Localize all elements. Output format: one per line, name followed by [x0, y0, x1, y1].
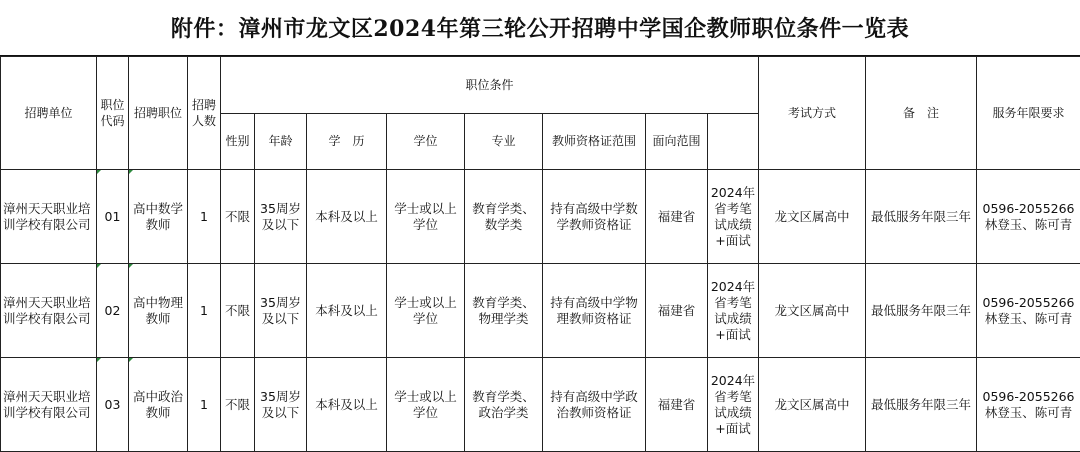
cell-major: 教育学类、数学类: [465, 170, 543, 264]
cell-exam: 2024年省考笔试成绩+面试: [708, 170, 759, 264]
header-age: 年龄: [255, 113, 307, 170]
cell-scope: 福建省: [646, 358, 708, 452]
cell-cert: 持有高级中学数学教师资格证: [543, 170, 646, 264]
cell-contact: [977, 358, 1080, 452]
contact-people: 林登玉、陈可青: [979, 405, 1078, 421]
cell-education: 本科及以上: [307, 264, 387, 358]
cell-age: 35周岁及以下: [255, 358, 307, 452]
cell-degree: 学士或以上学位: [387, 170, 465, 264]
header-gender: 性别: [221, 113, 255, 170]
header-cert: 教师资格证范围: [543, 113, 646, 170]
contact-phone: 0596-2055266: [979, 201, 1078, 217]
cell-position: 高中物理教师: [129, 264, 188, 358]
cell-remark: 龙文区属高中: [759, 358, 866, 452]
cell-contact: [977, 170, 1080, 264]
header-scope: 面向范围: [646, 113, 708, 170]
cell-code: 02: [97, 264, 129, 358]
cell-exam: 2024年省考笔试成绩+面试: [708, 264, 759, 358]
cell-remark: 龙文区属高中: [759, 264, 866, 358]
cell-service: 最低服务年限三年: [866, 264, 977, 358]
table-row: [1, 264, 1080, 358]
cell-education: 本科及以上: [307, 358, 387, 452]
cell-position: 高中数学教师: [129, 170, 188, 264]
cell-scope: 福建省: [646, 264, 708, 358]
cell-cert: 持有高级中学政治教师资格证: [543, 358, 646, 452]
cell-unit: 漳州天天职业培训学校有限公司: [1, 264, 97, 358]
header-unit: 招聘单位: [1, 57, 97, 170]
header-count: 招聘人数: [188, 57, 221, 170]
cell-degree: 学士或以上学位: [387, 264, 465, 358]
header-exam: 考试方式: [759, 57, 866, 170]
header-conditions: 职位条件: [221, 57, 759, 114]
cell-major: 教育学类、政治学类: [465, 358, 543, 452]
cell-unit: 漳州天天职业培训学校有限公司: [1, 358, 97, 452]
cell-unit: 漳州天天职业培训学校有限公司: [1, 170, 97, 264]
position-table: [0, 56, 1080, 452]
cell-contact: [977, 264, 1080, 358]
cell-gender: 不限: [221, 170, 255, 264]
cell-service: 最低服务年限三年: [866, 170, 977, 264]
cell-code: 03: [97, 358, 129, 452]
table-row: [1, 358, 1080, 452]
cell-gender: 不限: [221, 358, 255, 452]
header-service: 服务年限要求: [977, 57, 1080, 170]
cell-major: 教育学类、物理学类: [465, 264, 543, 358]
header-degree: 学位: [387, 113, 465, 170]
cell-count: 1: [188, 170, 221, 264]
contact-phone: 0596-2055266: [979, 389, 1078, 405]
contact-people: 林登玉、陈可青: [979, 217, 1078, 233]
page-title: 附件：漳州市龙文区2024年第三轮公开招聘中学国企教师职位条件一览表: [0, 0, 1080, 56]
cell-code: 01: [97, 170, 129, 264]
cell-age: 35周岁及以下: [255, 170, 307, 264]
header-major: 专业: [465, 113, 543, 170]
table-row: [1, 170, 1080, 264]
cell-count: 1: [188, 264, 221, 358]
cell-cert: 持有高级中学物理教师资格证: [543, 264, 646, 358]
cell-scope: 福建省: [646, 170, 708, 264]
cell-exam: 2024年省考笔试成绩+面试: [708, 358, 759, 452]
cell-count: 1: [188, 358, 221, 452]
header-code: 职位代码: [97, 57, 129, 170]
cell-age: 35周岁及以下: [255, 264, 307, 358]
cell-position: 高中政治教师: [129, 358, 188, 452]
cell-remark: 龙文区属高中: [759, 170, 866, 264]
cell-service: 最低服务年限三年: [866, 358, 977, 452]
header-education: 学 历: [307, 113, 387, 170]
cell-gender: 不限: [221, 264, 255, 358]
header-position: 招聘职位: [129, 57, 188, 170]
contact-phone: 0596-2055266: [979, 295, 1078, 311]
header-remark: 备 注: [866, 57, 977, 170]
contact-people: 林登玉、陈可青: [979, 311, 1078, 327]
cell-education: 本科及以上: [307, 170, 387, 264]
cell-degree: 学士或以上学位: [387, 358, 465, 452]
